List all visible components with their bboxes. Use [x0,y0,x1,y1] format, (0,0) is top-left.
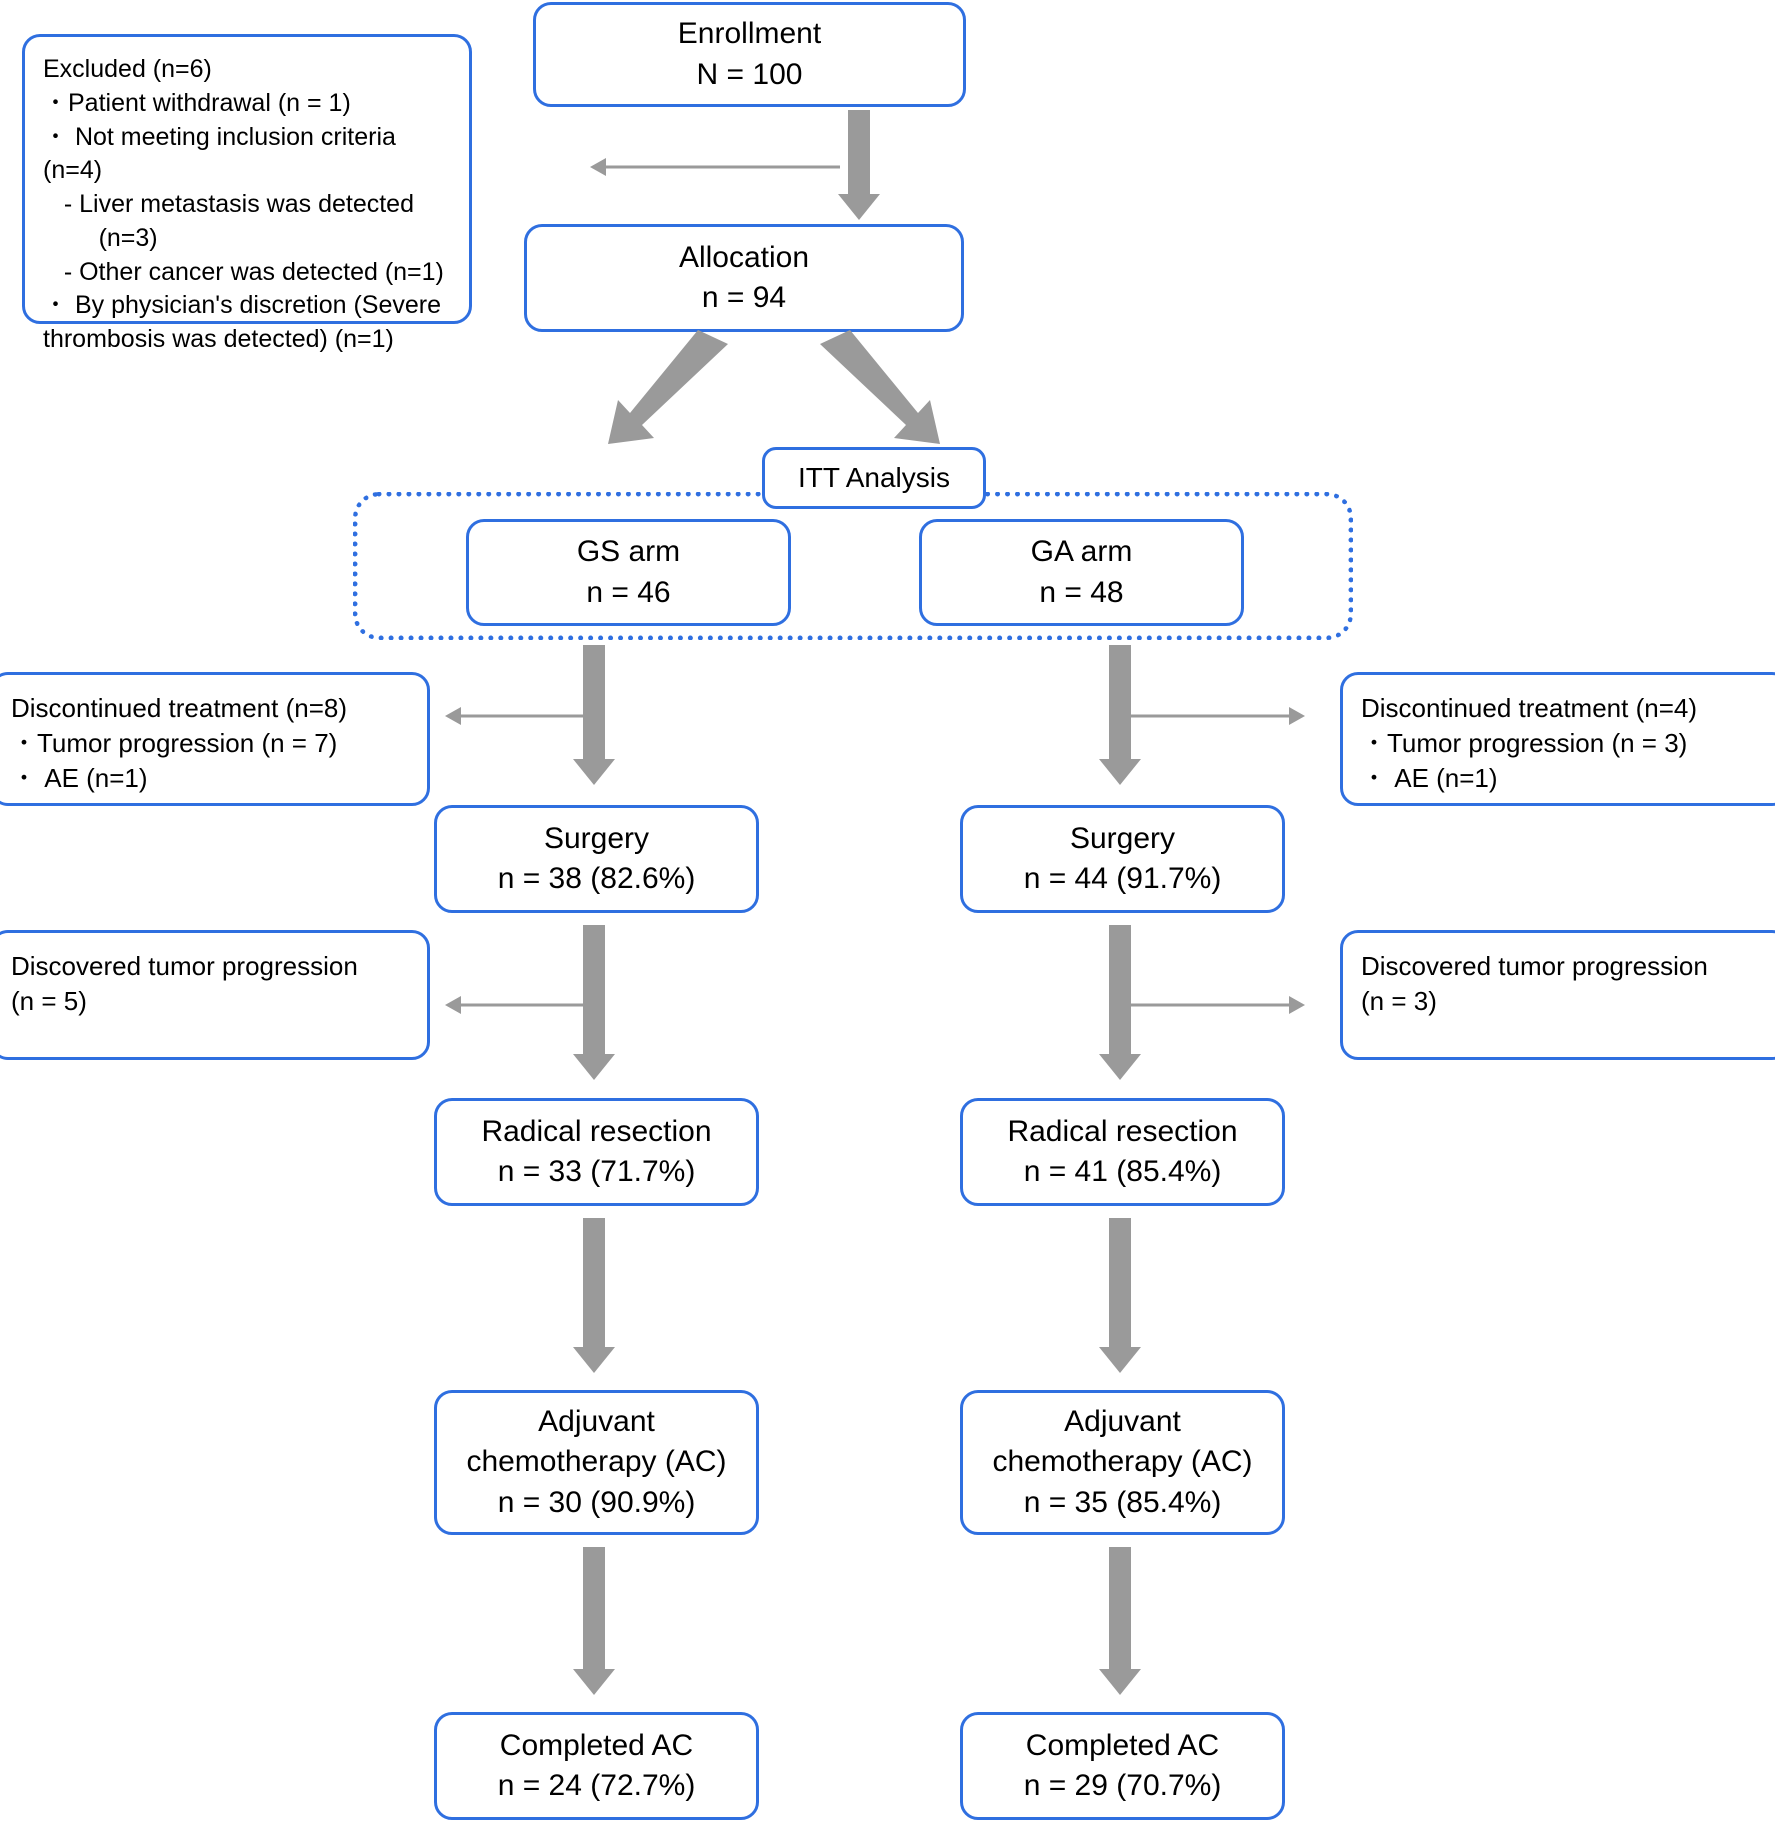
arrow-ga-radical-to-adjuvant [1098,1218,1142,1373]
excluded-line-5: (n=3) [43,223,158,252]
excluded-line-7: ・ By physician's discretion (Severe [43,291,441,320]
gs-radical-line1: Radical resection [481,1114,712,1148]
arrow-ga-adjuvant-to-completed [1098,1547,1142,1695]
node-gs-discovered-progression [0,930,430,1060]
ga-completed-line1: Completed AC [1025,1728,1220,1762]
excluded-line-2: ・Patient withdrawal (n = 1) [43,88,351,117]
ga-radical-line2: n = 41 (85.4%) [1023,1155,1222,1188]
ga-adjuvant-line2: chemotherapy (AC) [992,1445,1253,1479]
node-ga-completed-ac [960,1712,1285,1820]
gs-arm-line1: GS arm [576,535,681,568]
ga-surgery-line1: Surgery [1069,821,1176,855]
ga-surgery-line2: n = 44 (91.7%) [1023,862,1222,895]
gs-completed-line2: n = 24 (72.7%) [497,1769,696,1802]
gs-completed-line1: Completed AC [499,1728,694,1762]
excluded-line-3: ・ Not meeting inclusion criteria (n=4) [43,122,403,185]
gs-discontinued-line-3: ・ AE (n=1) [11,763,148,794]
ga-discovered-line-1: Discovered tumor progression [1361,951,1708,981]
allocation-line1: Allocation [678,240,810,274]
arrow-to-gs-discovered-progression [445,995,585,1015]
node-ga-discontinued [1340,672,1775,806]
arrow-to-gs-discontinued [445,706,585,726]
arrow-to-ga-discontinued [1130,706,1305,726]
node-gs-arm [466,519,791,626]
node-ga-adjuvant-chemotherapy [960,1390,1285,1535]
itt-analysis-label [762,447,986,509]
gs-discovered-line-2: (n = 5) [11,986,87,1017]
node-gs-completed-ac [434,1712,759,1820]
node-ga-discovered-progression [1340,930,1775,1060]
node-ga-radical-resection [960,1098,1285,1206]
gs-adjuvant-line2: chemotherapy (AC) [466,1445,727,1479]
ga-discovered-line-2: (n = 3) [1361,986,1437,1017]
node-ga-arm [919,519,1244,626]
node-gs-surgery [434,805,759,913]
enrollment-line1: Enrollment [677,17,822,50]
excluded-line-4: - Liver metastasis was detected [43,190,414,218]
ga-discontinued-line-2: ・Tumor progression (n = 3) [1361,728,1688,759]
ga-arm-line1: GA arm [1030,535,1133,568]
excluded-line-8: thrombosis was detected) (n=1) [43,325,394,353]
node-enrollment [533,2,966,107]
excluded-line-1: Excluded (n=6) [43,55,212,83]
arrow-to-ga-discovered-progression [1130,995,1305,1015]
node-gs-discontinued [0,672,430,806]
ga-radical-line1: Radical resection [1007,1114,1238,1148]
node-excluded [22,34,472,353]
ga-discontinued-line-1: Discontinued treatment (n=4) [1361,693,1698,723]
arrow-to-excluded [590,157,840,177]
arrow-gs-adjuvant-to-completed [572,1547,616,1695]
node-allocation [524,224,964,332]
node-ga-surgery [960,805,1285,913]
allocation-line2: n = 94 [701,281,787,314]
node-gs-radical-resection [434,1098,759,1206]
gs-adjuvant-line3: n = 30 (90.9%) [497,1485,696,1519]
ga-completed-line2: n = 29 (70.7%) [1023,1769,1222,1802]
node-gs-adjuvant-chemotherapy [434,1390,759,1535]
arrow-enrollment-to-allocation [837,110,881,220]
gs-radical-line2: n = 33 (71.7%) [497,1155,696,1188]
ga-adjuvant-line3: n = 35 (85.4%) [1023,1485,1222,1519]
excluded-line-6: - Other cancer was detected (n=1) [43,257,444,286]
gs-discovered-line-1: Discovered tumor progression [11,951,358,981]
gs-adjuvant-line1: Adjuvant [538,1404,655,1438]
ga-discontinued-line-3: ・ AE (n=1) [1361,763,1498,794]
gs-surgery-line2: n = 38 (82.6%) [497,862,696,895]
arrow-allocation-to-gs [580,330,780,450]
enrollment-line2: N = 100 [696,57,803,91]
ga-adjuvant-line1: Adjuvant [1064,1404,1181,1438]
gs-surgery-line1: Surgery [543,821,650,855]
arrow-gs-radical-to-adjuvant [572,1218,616,1373]
ga-arm-line2: n = 48 [1039,575,1124,609]
gs-discontinued-line-1: Discontinued treatment (n=8) [11,693,348,723]
itt-analysis-text: ITT Analysis [798,462,950,493]
gs-arm-line2: n = 46 [586,575,671,609]
arrow-allocation-to-ga [820,330,1020,450]
gs-discontinued-line-2: ・Tumor progression (n = 7) [11,728,338,759]
